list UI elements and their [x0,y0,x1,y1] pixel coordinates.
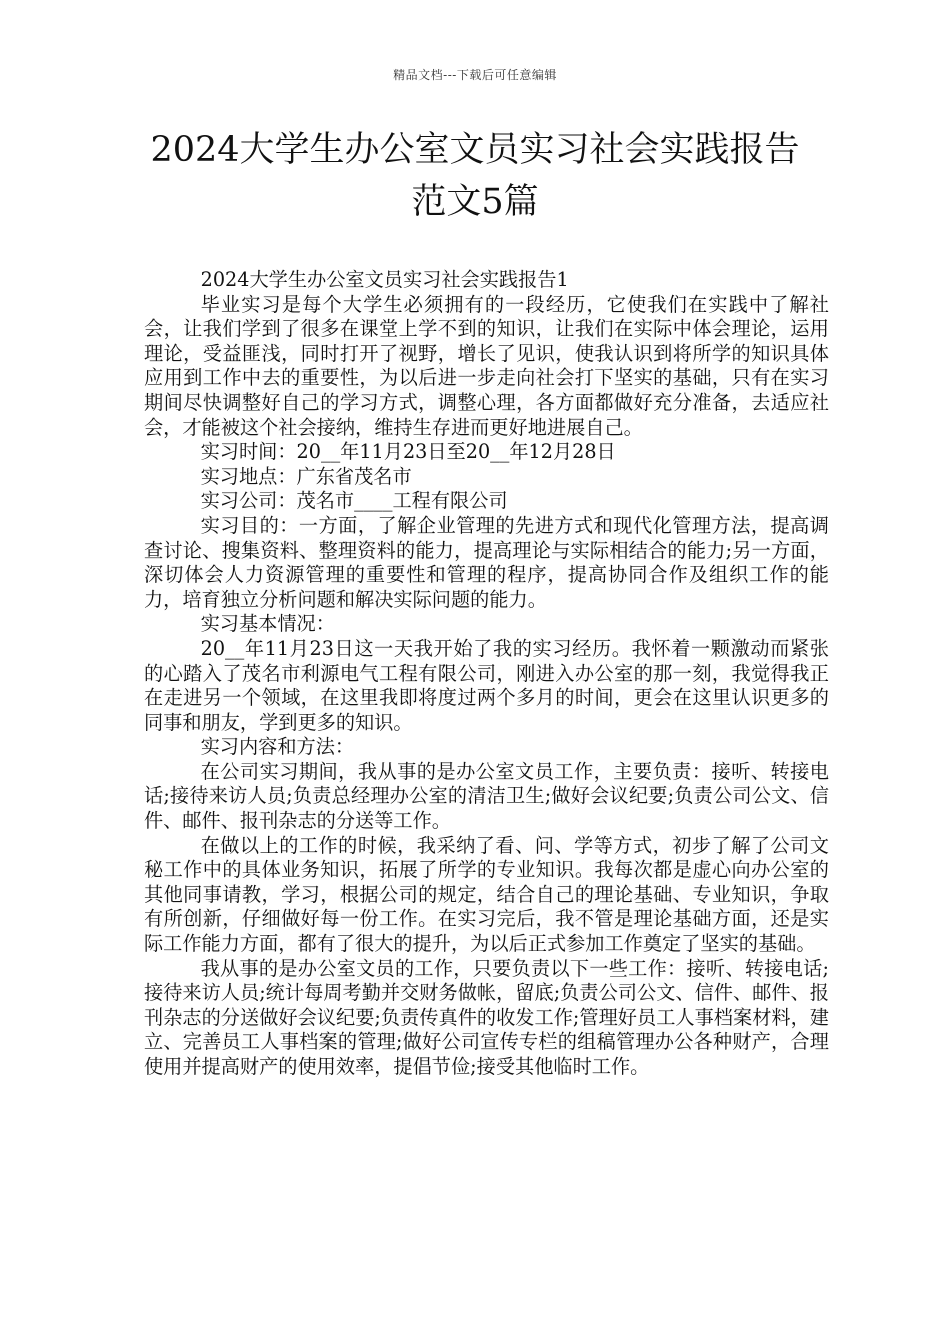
title-line-1: 2024大学生办公室文员实习社会实践报告 [150,130,800,170]
document-body [144,268,829,1080]
document-title [100,124,850,228]
internship-company: 实习公司：茂名市____工程有限公司 [200,489,508,513]
section-heading: 2024大学生办公室文员实习社会实践报告1 [200,268,569,291]
body-paragraph: 20__年11月23日这一天我开始了我的实习经历。我怀着一颗激动而紧张的心踏入了茂名市利源电气工程有限公司，刚进入办公室的那一刻，我觉得我正在走进另一个领域，在这里我即将度过两个多月的时间，更会在这里认识更多的同事和朋友，学到更多的知识。 [144,636,829,734]
internship-location: 实习地点：广东省茂名市 [200,464,412,488]
internship-time: 实习时间：20__年11月23日至20__年12月28日 [200,440,616,464]
title-line-2: 范文5篇 [411,182,539,222]
subheading-content-methods: 实习内容和方法： [200,735,355,759]
page-header-note: 精品文档---下载后可任意编辑 [393,68,557,82]
subheading-basic-situation: 实习基本情况： [200,612,335,636]
body-paragraph: 在公司实习期间，我从事的是办公室文员工作，主要负责：接听、转接电话;接待来访人员;负责总经理办公室的清洁卫生;做好会议纪要;负责公司公文、信件、邮件、报刊杂志的分送等工作。 [144,759,829,833]
body-paragraph: 我从事的是办公室文员的工作，只要负责以下一些工作：接听、转接电话;接待来访人员;统计每周考勤并交财务做帐，留底;负责公司公文、信件、邮件、报刊杂志的分送做好会议纪要;负责传真件的收发工作;管理好员工人事档案材料，建立、完善员工人事档案的管理;做好公司宣传专栏的组稿管理办公各种财产，合理使用并提高财产的使用效率，提倡节俭;接受其他临时工作。 [144,956,829,1078]
body-paragraph: 毕业实习是每个大学生必须拥有的一段经历，它使我们在实践中了解社会，让我们学到了很多在课堂上学不到的知识，让我们在实际中体会理论，运用理论，受益匪浅，同时打开了视野，增长了见识，使我认识到将所学的知识具体应用到工作中去的重要性，为以后进一步走向社会打下坚实的基础，只有在实习期间尽快调整好自己的学习方式，调整心理，各方面都做好充分准备，去适应社会，才能被这个社会接纳，维持生存进而更好地进展自己。 [144,292,829,439]
body-paragraph: 在做以上的工作的时候，我采纳了看、问、学等方式，初步了解了公司文秘工作中的具体业务知识，拓展了所学的专业知识。我每次都是虚心向办公室的其他同事请教，学习，根据公司的规定，结合自己的理论基础、专业知识，争取有所创新，仔细做好每一份工作。在实习完后，我不管是理论基础方面，还是实际工作能力方面，都有了很大的提升，为以后正式参加工作奠定了坚实的基础。 [144,833,829,956]
internship-purpose: 实习目的：一方面，了解企业管理的先进方式和现代化管理方法，提高调查讨论、搜集资料、整理资料的能力，提高理论与实际相结合的能力;另一方面，深切体会人力资源管理的重要性和管理的程序，提高协同合作及组织工作的能力，培育独立分析问题和解决实际问题的能力。 [144,513,829,611]
